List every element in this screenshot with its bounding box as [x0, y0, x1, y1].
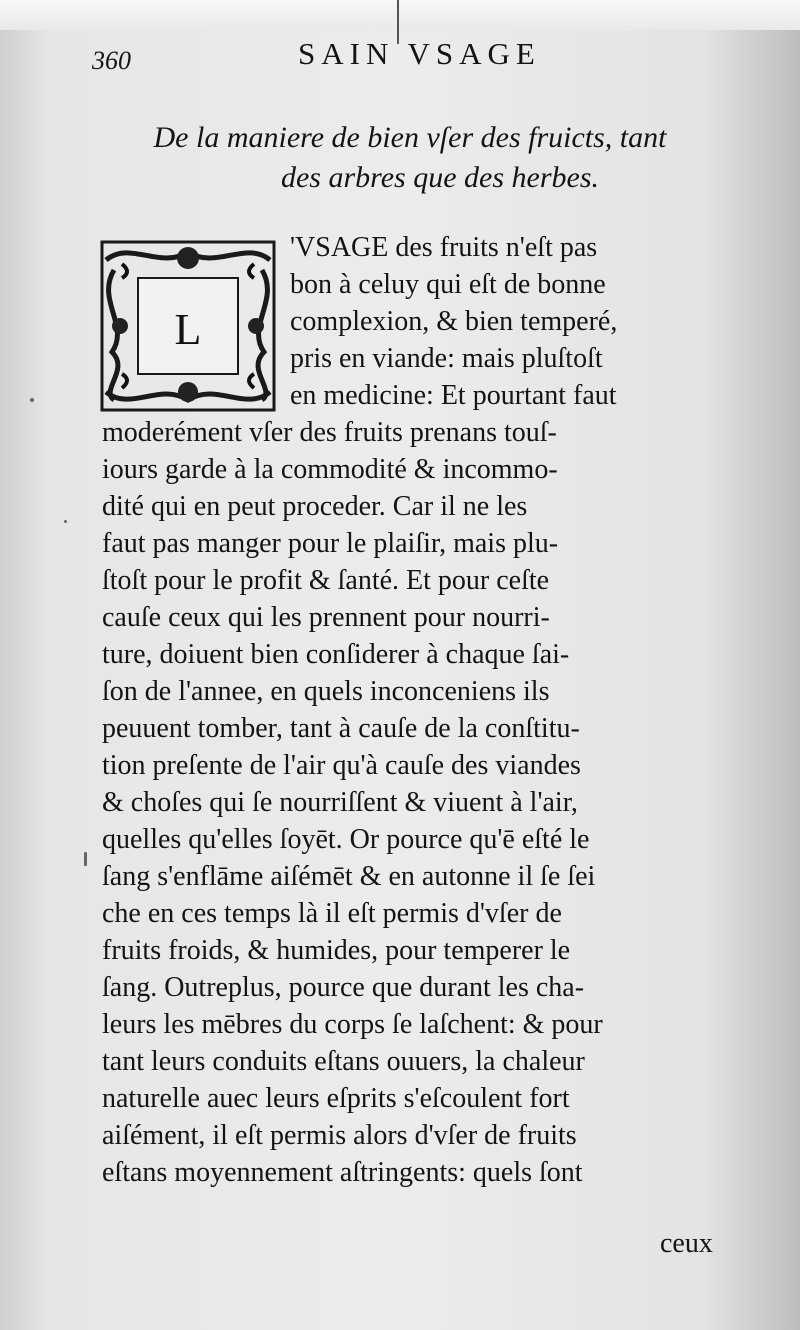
text-line: quelles qu'elles ſoyēt. Or pource qu'ē eſté le: [102, 824, 590, 855]
ink-speck: [30, 398, 34, 402]
ornamental-frame-icon: [100, 240, 276, 412]
page-top-edge: [0, 0, 800, 30]
text-line: dité qui en peut proceder. Car il ne les: [102, 491, 528, 522]
text-line: iours garde à la commodité & incommo-: [102, 454, 558, 485]
text-line: moderément vſer des fruits prenans touſ-: [102, 417, 557, 448]
text-line: cauſe ceux qui les prennent pour nourri-: [102, 602, 550, 633]
catchword: ceux: [660, 1228, 713, 1259]
text-line: & choſes qui ſe nourriſſent & viuent à l'air,: [102, 787, 578, 818]
text-line: 'VSAGE des fruits n'eſt pas: [290, 232, 598, 263]
section-title-line: des arbres que des herbes.: [280, 161, 599, 194]
ink-speck: [64, 520, 67, 523]
text-line: faut pas manger pour le plaiſir, mais plu-: [102, 528, 559, 559]
text-line: bon à celuy qui eſt de bonne: [290, 269, 606, 300]
text-line: naturelle auec leurs eſprits s'eſcoulent fort: [102, 1083, 570, 1114]
ink-speck: [84, 852, 87, 866]
text-line: complexion, & bien temperé,: [290, 306, 618, 337]
running-head: SAIN VSAGE: [298, 36, 541, 71]
text-line: en medicine: Et pourtant faut: [290, 380, 617, 411]
text-line: leurs les mēbres du corps ſe laſchent: & pour: [102, 1009, 603, 1040]
text-line: tion preſente de l'air qu'à cauſe des viandes: [102, 750, 581, 781]
text-line: aiſément, il eſt permis alors d'vſer de fruits: [102, 1120, 577, 1151]
text-line: ſon de l'annee, en quels inconceniens ils: [102, 676, 550, 707]
page-header: [0, 30, 800, 80]
text-line: peuuent tomber, tant à cauſe de la conſtitu-: [102, 713, 580, 744]
text-line: ſang. Outreplus, pource que durant les cha-: [102, 972, 585, 1003]
text-line: eſtans moyennement aſtringents: quels ſont: [102, 1157, 583, 1188]
text-line: ſtoſt pour le profit & ſanté. Et pour ceſte: [102, 565, 550, 596]
section-title: [90, 118, 730, 198]
page-number: 360: [92, 46, 131, 75]
drop-cap: [100, 240, 276, 412]
text-line: ture, doiuent bien conſiderer à chaque ſai-: [102, 639, 570, 670]
text-line: fruits froids, & humides, pour temperer le: [102, 935, 571, 966]
text-line: ſang s'enflāme aiſémēt & en autonne il ſe ſei: [102, 861, 596, 892]
text-line: tant leurs conduits eſtans ouuers, la chaleur: [102, 1046, 585, 1077]
text-line: pris en viande: mais pluſtoſt: [290, 343, 603, 374]
drop-cap-letter: L: [174, 305, 202, 354]
section-title-line: De la maniere de bien vſer des fruicts, tant: [153, 121, 667, 154]
text-line: che en ces temps là il eſt permis d'vſer de: [102, 898, 562, 929]
